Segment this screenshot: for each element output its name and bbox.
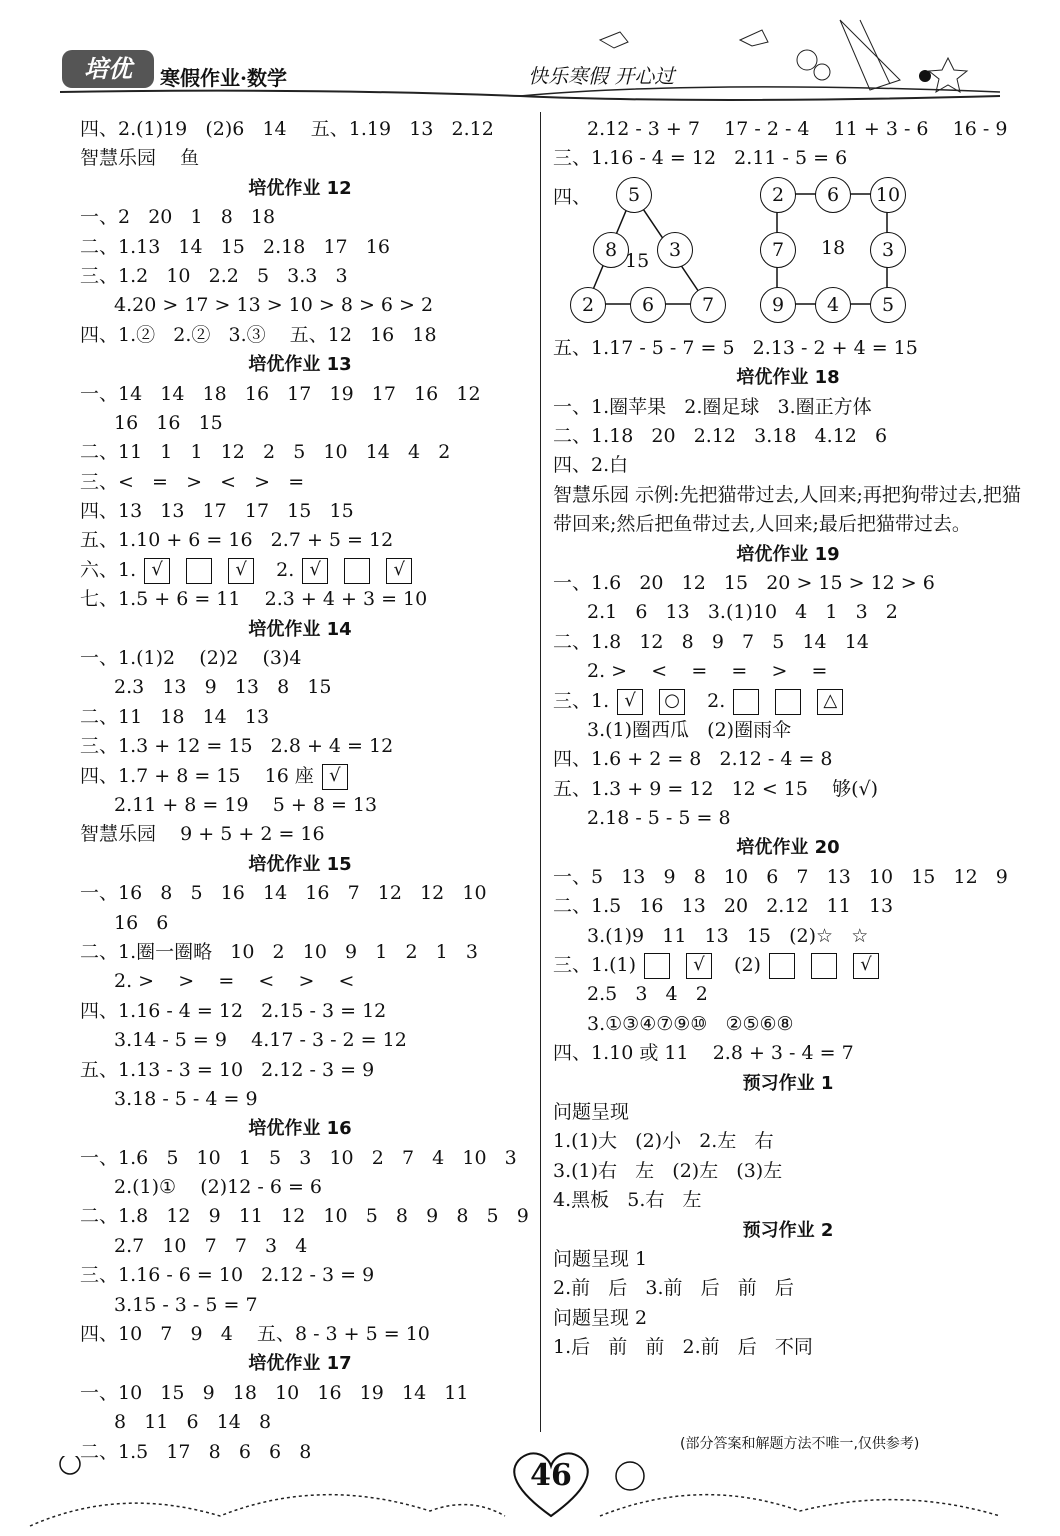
answer-box: √ bbox=[686, 953, 712, 979]
answer-line: 三、1.16 - 6 = 10 2.12 - 3 = 9 bbox=[80, 1264, 375, 1287]
row-prefix: 四、1.7 + 8 = 15 16 座 bbox=[80, 764, 314, 787]
page-number: 46 bbox=[530, 1458, 572, 1493]
answer-line: 四、13 13 17 17 15 15 bbox=[80, 500, 354, 523]
answer-line: 三、< = > < > = bbox=[80, 470, 305, 493]
answer-box: ○ bbox=[659, 689, 685, 715]
answer-line: 16 16 15 bbox=[114, 411, 223, 434]
answer-line: 2.11 + 8 = 19 5 + 8 = 13 bbox=[114, 793, 378, 816]
column-divider bbox=[540, 112, 541, 1432]
square-node-bottom-mid: 4 bbox=[815, 287, 851, 323]
answer-line: 2.前 后 3.前 后 前 后 bbox=[553, 1277, 794, 1300]
answer-line: 一、1.(1)2 (2)2 (3)4 bbox=[80, 647, 302, 670]
answer-line: 四、1.16 - 4 = 12 2.15 - 3 = 12 bbox=[80, 999, 387, 1022]
answer-line: 2. > < = = > = bbox=[587, 660, 828, 683]
answer-line: 一、16 8 5 16 14 16 7 12 12 10 bbox=[80, 882, 487, 905]
row-prefix: 三、1. bbox=[553, 689, 610, 712]
answer-line: 3.(1)右 左 (2)左 (3)左 bbox=[553, 1159, 783, 1182]
answer-line: 问题呈现 1 bbox=[553, 1247, 648, 1270]
answer-box: △ bbox=[817, 689, 843, 715]
row-prefix: 六、1. bbox=[80, 558, 137, 581]
answer-box: √ bbox=[302, 558, 328, 584]
answer-line: 五、1.17 - 5 - 7 = 5 2.13 - 2 + 4 = 15 bbox=[553, 336, 918, 359]
section-title: 培优作业 18 bbox=[736, 367, 840, 389]
square-node-top-left: 2 bbox=[760, 177, 796, 213]
checkbox-answer-row bbox=[80, 556, 520, 585]
answer-box bbox=[644, 953, 670, 979]
answer-box bbox=[344, 558, 370, 584]
answer-line: 四、10 7 9 4 五、8 - 3 + 5 = 10 bbox=[80, 1323, 430, 1346]
square-center-sum: 18 bbox=[821, 236, 846, 259]
section-title: 预习作业 2 bbox=[742, 1219, 834, 1241]
answer-line: 1.后 前 前 2.前 后 不同 bbox=[553, 1336, 813, 1359]
square-node-bottom-left: 9 bbox=[760, 287, 796, 323]
answer-line: 2.(1)① (2)12 - 6 = 6 bbox=[114, 1176, 322, 1199]
section-title: 培优作业 14 bbox=[248, 618, 352, 640]
answer-line: 智慧乐园 9 + 5 + 2 = 16 bbox=[80, 823, 325, 846]
answer-line: 2. > > = < > < bbox=[114, 970, 355, 993]
triangle-node-top: 5 bbox=[616, 177, 652, 213]
square-node-top-mid: 6 bbox=[815, 177, 851, 213]
answer-line: 一、1.6 5 10 1 5 3 10 2 7 4 10 3 bbox=[80, 1146, 517, 1169]
section-title: 培优作业 12 bbox=[248, 177, 352, 199]
triangle-node-bottom-mid: 6 bbox=[630, 287, 666, 323]
answer-line: 五、1.13 - 3 = 10 2.12 - 3 = 9 bbox=[80, 1058, 375, 1081]
header-slogan: 快乐寒假 开心过 bbox=[528, 64, 675, 88]
answer-line: 二、1.8 12 9 11 12 10 5 8 9 8 5 9 bbox=[80, 1205, 529, 1228]
answer-line: 五、1.10 + 6 = 16 2.7 + 5 = 12 bbox=[80, 529, 394, 552]
header-decoration-icon bbox=[0, 0, 1060, 115]
answer-line: 三、1.3 + 12 = 15 2.8 + 4 = 12 bbox=[80, 735, 394, 758]
answer-line: 3.(1)9 11 13 15 (2)☆ ☆ bbox=[587, 924, 869, 947]
answer-line: 二、1.5 17 8 6 6 8 bbox=[80, 1440, 312, 1463]
answer-line: 五、1.3 + 9 = 12 12 < 15 够(√) bbox=[553, 777, 879, 800]
section-title: 预习作业 1 bbox=[742, 1072, 834, 1094]
answer-box bbox=[186, 558, 212, 584]
answer-line: 2.1 6 13 3.(1)10 4 1 3 2 bbox=[587, 601, 898, 624]
triangle-node-bottom-left: 2 bbox=[570, 287, 606, 323]
footer-note: (部分答案和解题方法不唯一,仅供参考) bbox=[680, 1436, 920, 1452]
section-title: 培优作业 19 bbox=[736, 543, 840, 565]
triangle-node-bottom-right: 7 bbox=[690, 287, 726, 323]
answer-box bbox=[775, 689, 801, 715]
answer-line: 3.18 - 5 - 4 = 9 bbox=[114, 1087, 258, 1110]
answer-box: √ bbox=[386, 558, 412, 584]
answer-line: 2.7 10 7 7 3 4 bbox=[114, 1234, 308, 1257]
answer-line: 二、1.5 16 13 20 2.12 11 13 bbox=[553, 895, 894, 918]
answer-line: 一、5 13 9 8 10 6 7 13 10 15 12 9 bbox=[553, 865, 1008, 888]
answer-line: 二、1.18 20 2.12 3.18 4.12 6 bbox=[553, 424, 888, 447]
row-mid-label: 2. bbox=[276, 558, 295, 581]
answer-line: 四、2.白 bbox=[553, 454, 629, 477]
answer-line: 2.3 13 9 13 8 15 bbox=[114, 676, 332, 699]
answer-line: 4.黑板 5.右 左 bbox=[553, 1189, 702, 1212]
row-mid-label: (2) bbox=[734, 954, 761, 977]
answer-line: 2.5 3 4 2 bbox=[587, 983, 708, 1006]
answer-line: 四、2.(1)19 (2)6 14 五、1.19 13 2.12 bbox=[80, 118, 494, 140]
section-title: 培优作业 16 bbox=[248, 1118, 352, 1140]
answer-box: √ bbox=[322, 764, 348, 790]
row-mid-label: 2. bbox=[707, 689, 726, 712]
row-prefix: 三、1.(1) bbox=[553, 954, 637, 977]
answer-line: 问题呈现 bbox=[553, 1100, 630, 1123]
book-subtitle: 寒假作业·数学 bbox=[160, 66, 287, 90]
answer-line: 一、2 20 1 8 18 bbox=[80, 206, 276, 229]
answer-line: 2.18 - 5 - 5 = 8 bbox=[587, 807, 731, 830]
checkbox-answer-row bbox=[553, 951, 1023, 980]
brand-logo: 培优 bbox=[62, 50, 154, 88]
answer-box: √ bbox=[617, 689, 643, 715]
answer-line: 七、1.5 + 6 = 11 2.3 + 4 + 3 = 10 bbox=[80, 588, 428, 611]
answer-line: 四、1.6 + 2 = 8 2.12 - 4 = 8 bbox=[553, 748, 833, 771]
triangle-center-sum: 15 bbox=[625, 249, 650, 272]
left-column bbox=[80, 115, 529, 1467]
answer-line: 二、1.13 14 15 2.18 17 16 bbox=[80, 235, 390, 258]
answer-line: 一、1.6 20 12 15 20 > 15 > 12 > 6 bbox=[553, 571, 935, 594]
answer-line: 三、1.16 - 4 = 12 2.11 - 5 = 6 bbox=[553, 147, 848, 170]
section-title: 培优作业 15 bbox=[248, 853, 352, 875]
answer-line: 16 6 bbox=[114, 911, 169, 934]
answer-line: 2.12 - 3 + 7 17 - 2 - 4 11 + 3 - 6 16 - 9 bbox=[587, 118, 1008, 140]
answer-paragraph: 智慧乐园 示例:先把猫带过去,人回来;再把狗带过去,把猫带回来;然后把鱼带过去,人回来;最后把猫带过去。 bbox=[553, 483, 1021, 536]
answer-box: √ bbox=[144, 558, 170, 584]
answer-line: 一、10 15 9 18 10 16 19 14 11 bbox=[80, 1381, 469, 1404]
answer-line: 3.(1)圈西瓜 (2)圈雨伞 bbox=[587, 718, 792, 741]
answer-line: 8 11 6 14 8 bbox=[114, 1411, 272, 1434]
right-column bbox=[553, 115, 1023, 1362]
square-node-mid-left: 7 bbox=[760, 232, 796, 268]
answer-line: 四、1.② 2.② 3.③ 五、12 16 18 bbox=[80, 323, 437, 346]
answer-line: 4.20 > 17 > 13 > 10 > 8 > 6 > 2 bbox=[114, 294, 434, 317]
section-title: 培优作业 13 bbox=[248, 354, 352, 376]
answer-line: 二、1.圈一圈略 10 2 10 9 1 2 1 3 bbox=[80, 940, 478, 963]
answer-line: 1.(1)大 (2)小 2.左 右 bbox=[553, 1130, 774, 1153]
page-header bbox=[0, 0, 1060, 115]
number-puzzle-diagram bbox=[553, 174, 1023, 334]
answer-box: √ bbox=[228, 558, 254, 584]
answer-line: 问题呈现 2 bbox=[553, 1306, 648, 1329]
square-node-bottom-right: 5 bbox=[870, 287, 906, 323]
answer-box bbox=[811, 953, 837, 979]
section-title: 培优作业 17 bbox=[248, 1353, 352, 1375]
answer-line: 二、11 18 14 13 bbox=[80, 705, 270, 728]
answer-line: 3.14 - 5 = 9 4.17 - 3 - 2 = 12 bbox=[114, 1029, 407, 1052]
footer-decoration-icon bbox=[0, 1456, 1060, 1536]
answer-line: 一、1.圈苹果 2.圈足球 3.圈正方体 bbox=[553, 395, 872, 418]
answer-line: 3.15 - 3 - 5 = 7 bbox=[114, 1293, 258, 1316]
answer-line: 3.①③④⑦⑨⑩ ②⑤⑥⑧ bbox=[587, 1012, 794, 1035]
answer-line: 三、1.2 10 2.2 5 3.3 3 bbox=[80, 264, 348, 287]
answer-line: 一、14 14 18 16 17 19 17 16 12 bbox=[80, 382, 481, 405]
square-node-top-right: 10 bbox=[870, 177, 906, 213]
answer-box bbox=[769, 953, 795, 979]
answer-line: 智慧乐园 鱼 bbox=[80, 147, 200, 170]
section-title: 培优作业 20 bbox=[736, 837, 840, 859]
square-node-mid-right: 3 bbox=[870, 232, 906, 268]
answer-box: √ bbox=[853, 953, 879, 979]
checkbox-answer-row bbox=[553, 687, 1023, 716]
triangle-node-mid-left: 8 bbox=[593, 232, 629, 268]
triangle-node-mid-right: 3 bbox=[657, 232, 693, 268]
answer-line: 四、1.10 或 11 2.8 + 3 - 4 = 7 bbox=[553, 1042, 854, 1065]
answer-line: 二、11 1 1 12 2 5 10 14 4 2 bbox=[80, 441, 451, 464]
checkbox-answer-row bbox=[80, 762, 520, 791]
answer-box bbox=[733, 689, 759, 715]
diagram-label: 四、 bbox=[553, 185, 592, 208]
answer-line: 二、1.8 12 8 9 7 5 14 14 bbox=[553, 630, 869, 653]
